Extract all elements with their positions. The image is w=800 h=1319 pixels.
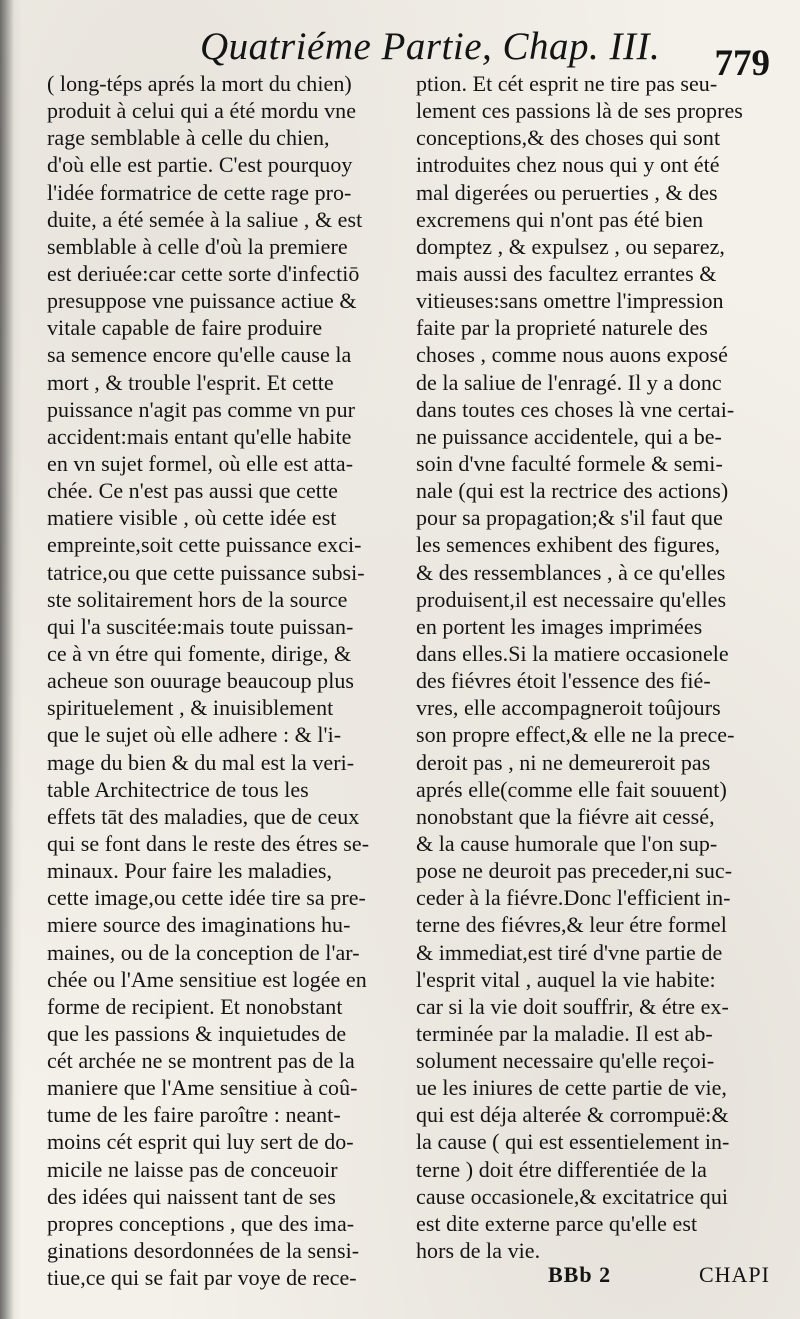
text-line: vitale capable de faire produire bbox=[47, 315, 323, 341]
text-line: l'esprit vital , auquel la vie habite: bbox=[416, 966, 716, 992]
text-line: spirituelement , & inuisiblement bbox=[47, 695, 334, 721]
text-line: produisent,il est necessaire qu'elles bbox=[416, 586, 727, 612]
catchword: CHAPI bbox=[698, 1262, 770, 1287]
text-line: propres conceptions , que des ima- bbox=[47, 1210, 355, 1236]
text-line: cét archée ne se montrent pas de la bbox=[47, 1048, 355, 1074]
text-line: mais aussi des facultez errantes & bbox=[416, 260, 717, 286]
text-line: lement ces passions là de ses propres bbox=[416, 98, 743, 124]
text-line: en vn sujet formel, où elle est atta- bbox=[47, 450, 354, 476]
text-line: excremens qui n'ont pas été bien bbox=[416, 206, 704, 232]
text-line: minaux. Pour faire les maladies, bbox=[47, 858, 333, 884]
page-footer bbox=[540, 1262, 770, 1292]
signature-mark: BBb 2 bbox=[548, 1262, 612, 1287]
left-column bbox=[47, 70, 390, 1291]
text-line: qui se font dans le reste des étres se- bbox=[47, 830, 370, 856]
text-line: nonobstant que la fiévre ait cessé, bbox=[416, 803, 715, 829]
text-line: presuppose vne puissance actiue & bbox=[47, 288, 357, 314]
text-line: choses , comme nous auons exposé bbox=[416, 342, 728, 368]
text-line: que les passions & inquietudes de bbox=[47, 1020, 347, 1046]
text-line: les semences exhibent des figures, bbox=[416, 532, 721, 558]
text-line: son propre effect,& elle ne la prece- bbox=[416, 722, 735, 748]
text-line: sa semence encore qu'elle cause la bbox=[47, 342, 352, 368]
text-line: faite par la proprieté naturele des bbox=[416, 315, 708, 341]
text-line: car si la vie doit souffrir, & étre ex- bbox=[416, 993, 729, 1019]
text-line: & immediat,est tiré d'vne partie de bbox=[416, 939, 723, 965]
text-line: semblable à celle d'où la premiere bbox=[47, 233, 348, 259]
text-line: mort , & trouble l'esprit. Et cette bbox=[47, 369, 334, 395]
text-line: cette image,ou cette idée tire sa pre- bbox=[47, 885, 366, 911]
text-line: terne ) doit étre differentiée de la bbox=[416, 1156, 707, 1182]
text-line: dans elles.Si la matiere occasionele bbox=[416, 640, 729, 666]
text-line: table Architectrice de tous les bbox=[47, 776, 309, 802]
text-line: est deriuée:car cette sorte d'infectiō bbox=[47, 260, 360, 286]
text-line: effets tāt des maladies, que de ceux bbox=[47, 803, 360, 829]
text-line: maniere que l'Ame sensitiue à coû- bbox=[47, 1075, 358, 1101]
text-line: la cause ( qui est essentielement in- bbox=[416, 1129, 730, 1155]
text-line: ce à vn étre qui fomente, dirige, & bbox=[47, 640, 352, 666]
text-line: dans toutes ces choses là vne certai- bbox=[416, 396, 735, 422]
text-line: forme de recipient. Et nonobstant bbox=[47, 993, 343, 1019]
text-line: matiere visible , où cette idée est bbox=[47, 505, 337, 531]
text-line: pose ne deuroit pas preceder,ni suc- bbox=[416, 858, 733, 884]
text-line: terne des fiévres,& leur étre formel bbox=[416, 912, 727, 938]
text-line: vitieuses:sans omettre l'impression bbox=[416, 288, 724, 314]
text-line: accident:mais entant qu'elle habite bbox=[47, 423, 352, 449]
text-line: tatrice,ou que cette puissance subsi- bbox=[47, 559, 365, 585]
text-line: produit à celui qui a été mordu vne bbox=[47, 98, 357, 124]
text-line: qui est déja alterée & corrompuë:& bbox=[416, 1102, 729, 1128]
text-line: de la saliue de l'enragé. Il y a donc bbox=[416, 369, 722, 395]
text-line: en portent les images imprimées bbox=[416, 613, 703, 639]
text-line: mage du bien & du mal est la veri- bbox=[47, 749, 355, 775]
text-line: des idées qui naissent tant de ses bbox=[47, 1183, 336, 1209]
text-line: maines, ou de la conception de l'ar- bbox=[47, 939, 360, 965]
text-line: puissance n'agit pas comme vn pur bbox=[47, 396, 356, 422]
text-line: introduites chez nous qui y ont été bbox=[416, 152, 720, 178]
text-line: & la cause humorale que l'on sup- bbox=[416, 830, 718, 856]
text-line: d'où elle est partie. C'est pourquoy bbox=[47, 152, 353, 178]
page-number: 779 bbox=[714, 43, 770, 84]
text-line: miere source des imaginations hu- bbox=[47, 912, 351, 938]
text-line: mal digerées ou peruerties , & des bbox=[416, 179, 718, 205]
text-line: solument necessaire qu'elle reçoi- bbox=[416, 1048, 715, 1074]
text-line: ceder à la fiévre.Donc l'efficient in- bbox=[416, 885, 731, 911]
text-line: duite, a été semée à la saliue , & est bbox=[47, 206, 363, 232]
text-line: chée ou l'Ame sensitiue est logée en bbox=[47, 966, 367, 992]
text-line: tume de les faire paroître : neant- bbox=[47, 1102, 341, 1128]
text-line: ue les iniures de cette partie de vie, bbox=[416, 1075, 727, 1101]
right-column bbox=[416, 70, 766, 1264]
text-line: pour sa propagation;& s'il faut que bbox=[416, 505, 723, 531]
text-line: deroit pas , ni ne demeureroit pas bbox=[416, 749, 711, 775]
text-line: ste solitairement hors de la source bbox=[47, 586, 348, 612]
text-line: moins cét esprit qui luy sert de do- bbox=[47, 1129, 354, 1155]
text-line: l'idée formatrice de cette rage pro- bbox=[47, 179, 352, 205]
text-line: soin d'vne faculté formele & semi- bbox=[416, 450, 723, 476]
text-line: vres, elle accompagneroit toûjours bbox=[416, 695, 721, 721]
text-line: ginations desordonnées de la sensi- bbox=[47, 1238, 360, 1264]
text-line: chée. Ce n'est pas aussi que cette bbox=[47, 478, 338, 504]
text-line: & des ressemblances , à ce qu'elles bbox=[416, 559, 726, 585]
text-line: cause occasionele,& excitatrice qui bbox=[416, 1183, 729, 1209]
text-line: domptez , & expulsez , ou separez, bbox=[416, 233, 725, 259]
text-line: ne puissance accidentele, qui a be- bbox=[416, 423, 722, 449]
text-line: nale (qui est la rectrice des actions) bbox=[416, 478, 729, 504]
text-line: est dite externe parce qu'elle est bbox=[416, 1210, 698, 1236]
text-line: que le sujet où elle adhere : & l'i- bbox=[47, 722, 342, 748]
text-line: aprés elle(comme elle fait souuent) bbox=[416, 776, 727, 802]
text-line: empreinte,soit cette puissance exci- bbox=[47, 532, 362, 558]
text-line: acheue son ouurage beaucoup plus bbox=[47, 668, 355, 694]
binding-shadow bbox=[0, 0, 14, 1319]
text-line: ption. Et cét esprit ne tire pas seu- bbox=[416, 71, 718, 96]
text-line: des fiévres étoit l'essence des fié- bbox=[416, 668, 711, 694]
text-line: conceptions,& des choses qui sont bbox=[416, 125, 721, 151]
text-line: ( long-téps aprés la mort du chien) bbox=[47, 71, 352, 96]
text-line: qui l'a suscitée:mais toute puissan- bbox=[47, 613, 354, 639]
text-line: hors de la vie. bbox=[416, 1238, 541, 1264]
text-line: micile ne laisse pas de conceuoir bbox=[47, 1156, 338, 1182]
text-line: terminée par la maladie. Il est ab- bbox=[416, 1020, 713, 1046]
text-line: tiue,ce qui se fait par voye de rece- bbox=[47, 1265, 357, 1291]
running-head: Quatriéme Partie, Chap. III. bbox=[200, 25, 661, 68]
text-line: rage semblable à celle du chien, bbox=[47, 125, 330, 151]
